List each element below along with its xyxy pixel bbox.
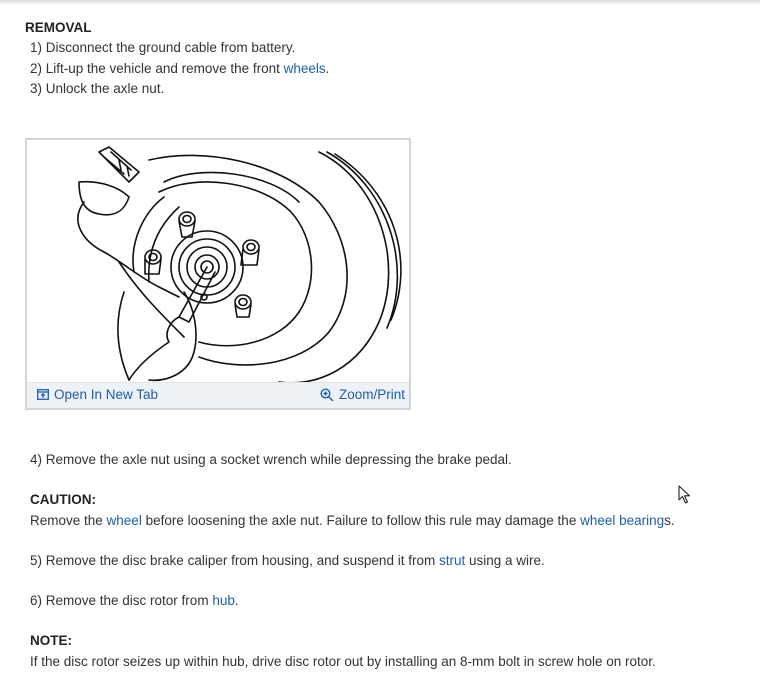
step-5-text: 5) Remove the disc brake caliper from housing, and suspend it from	[30, 553, 439, 568]
strut-link[interactable]: strut	[438, 553, 466, 568]
caution-text	[30, 512, 675, 530]
caution-text-start: Remove the	[30, 513, 107, 528]
caution-heading: CAUTION:	[30, 492, 96, 507]
step-2	[30, 60, 329, 78]
zoom-print-button[interactable]	[320, 387, 405, 402]
figure-toolbar	[27, 382, 409, 408]
removal-heading: REMOVAL	[25, 20, 92, 35]
hub-link[interactable]: hub	[212, 593, 235, 608]
step-6-end: .	[234, 593, 239, 608]
caution-text-end: s.	[664, 513, 675, 528]
open-in-new-tab-label: Open In New Tab	[54, 387, 159, 402]
illustration-figure	[25, 138, 411, 410]
step-4: 4) Remove the axle nut using a socket wrench while depressing the brake pedal.	[30, 452, 512, 467]
zoom-icon	[320, 388, 334, 402]
step-5	[30, 552, 545, 570]
zoom-print-label: Zoom/Print	[338, 387, 405, 402]
mouse-cursor-icon	[678, 485, 692, 505]
top-shadow-bar	[0, 0, 760, 6]
open-in-new-tab-icon	[37, 389, 49, 400]
note-text: If the disc rotor seizes up within hub, drive disc rotor out by installing an 8-mm bolt in screw hole on rotor.	[30, 654, 656, 669]
wheel-link[interactable]: wheel	[106, 513, 142, 528]
step-2-text: 2) Lift-up the vehicle and remove the front	[30, 61, 284, 76]
wheel-bearing-link[interactable]: wheel bearing	[580, 513, 665, 528]
caution-text-middle: before loosening the axle nut. Failure to follow this rule may damage the	[141, 513, 581, 528]
step-1: 1) Disconnect the ground cable from battery.	[30, 40, 296, 55]
step-2-end: .	[325, 61, 330, 76]
step-5-end: using a wire.	[465, 553, 545, 568]
axle-nut-illustration	[29, 142, 409, 382]
step-3: 3) Unlock the axle nut.	[30, 81, 165, 96]
open-in-new-tab-button[interactable]	[37, 387, 158, 402]
step-6-text: 6) Remove the disc rotor from	[30, 593, 213, 608]
wheels-link[interactable]: wheels	[283, 61, 326, 76]
note-heading: NOTE:	[30, 633, 72, 648]
step-6	[30, 592, 239, 610]
